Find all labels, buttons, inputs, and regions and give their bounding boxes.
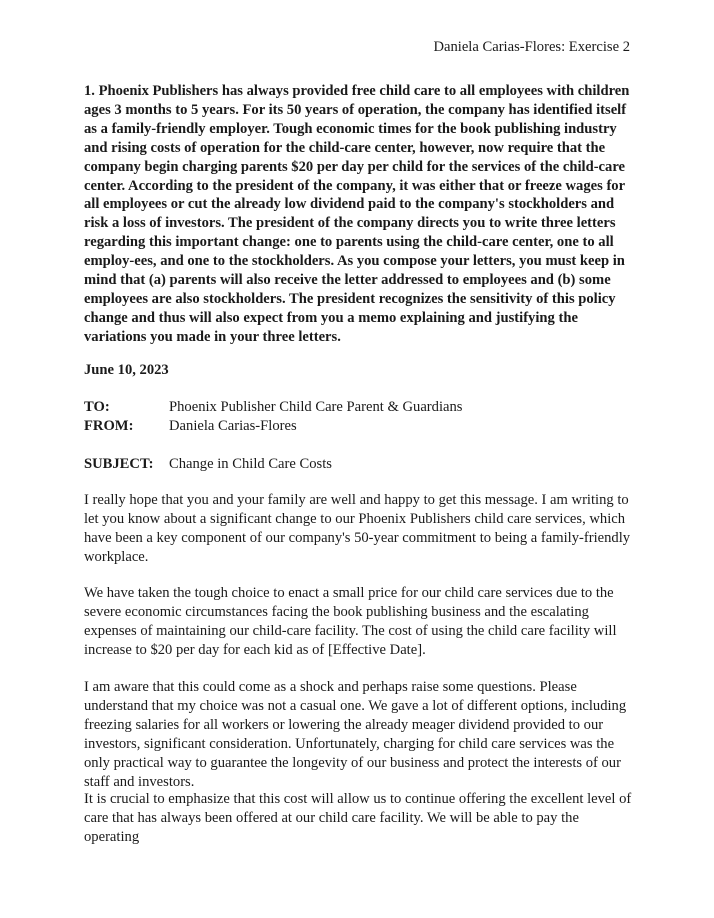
body-paragraph: It is crucial to emphasize that this cost will allow us to continue offering the excellent level of care that has always been offered at our child care facility. We will be able to pay the operating [84,791,632,845]
body-paragraph: We have taken the tough choice to enact a small price for our child care services due to the severe economic circumstances facing the book publishing business and the escalating expenses of maintaining our child-care facility. The cost of using the child care facility will increase to $20 per day for each kid as of [Effective Date]. [84,585,617,658]
memo-from-value: Daniela Carias-Flores [169,418,297,434]
memo-subject-label: SUBJECT: [84,456,154,472]
memo-from-row [84,417,644,436]
body-paragraph: I am aware that this could come as a shock and perhaps raise some questions. Please understand that my choice was not a casual one. We gave a lot of different options, including freezing salaries for all workers or lowering the already meager dividend provided to our investors, significant consideration. Unfortunately, charging for child care services was the only practical way to guarantee the longevity of our business and protect the interests of our staff and investors. [84,679,627,790]
body-paragraph: I really hope that you and your family are well and happy to get this message. I am writing to let you know about a significant change to our Phoenix Publishers child care services, which have been a key component of our company's 50-year commitment to being a family-friendly workplace. [84,492,631,565]
memo-from-label: FROM: [84,418,134,434]
memo-to-row [84,398,644,417]
running-header: Daniela Carias-Flores: Exercise 2 [433,39,630,55]
memo-to-value: Phoenix Publisher Child Care Parent & Guardians [169,399,463,415]
memo-subject-value: Change in Child Care Costs [169,456,332,472]
memo-to-label: TO: [84,399,110,415]
exercise-prompt: 1. Phoenix Publishers has always provided free child care to all employees with children ages 3 months to 5 years. For its 50 years of operation, the company has identified itself as a family-friendly employer. Tough economic times for the book publishing industry and rising costs of operation for the child-care center, however, now require that the company begin charging parents $20 per day per child for the services of the child-care center. According to the president of the company, it was either that or freeze wages for all employees or cut the already low dividend paid to the company's stockholders and risk a loss of investors. The president of the company directs you to write three letters regarding this important change: one to parents using the child-care center, one to all employ-ees, and one to the stockholders. As you compose your letters, you must keep in mind that (a) parents will also receive the letter addressed to employees and (b) some employees are also stockholders. The president recognizes the sensitivity of this policy change and thus will also expect from you a memo explaining and justifying the variations you made in your three letters. [84,83,630,345]
letter-date: June 10, 2023 [84,362,169,378]
memo-subject-row [84,455,644,474]
